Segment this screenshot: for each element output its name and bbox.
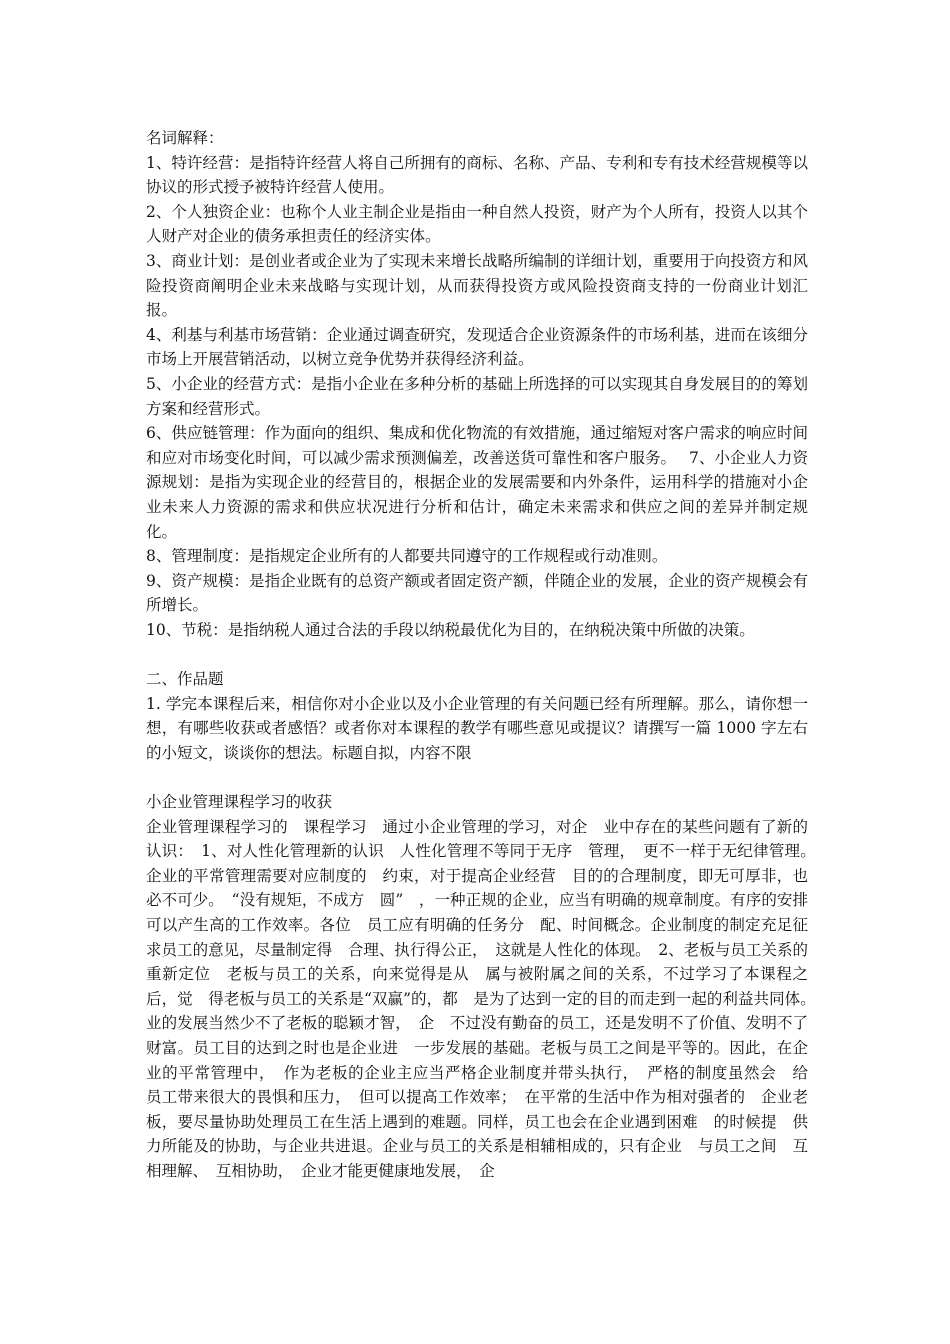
document-page <box>146 126 824 1184</box>
essay-title: 小企业管理课程学习的收获 <box>146 793 333 812</box>
section-2-question: 1. 学完本课程后来，相信你对小企业以及小企业管理的有关问题已经有所理解。那么，请你想一想，有哪些收获或者感悟？或者你对本课程的教学有哪些意见或提议？请撰写一篇 1000 字左右的小短文，谈谈你的想法。标题自拟，内容不限 <box>146 694 808 762</box>
glossary-item-3: 3、商业计划：是创业者或企业为了实现未来增长战略所编制的详细计划，重要用于向投资方和风险投资商阐明企业未来战略与实现计划，从而获得投资方或风险投资商支持的一份商业计划汇报。 <box>146 251 808 320</box>
glossary-item-10: 10、节税：是指纳税人通过合法的手段以纳税最优化为目的，在纳税决策中所做的决策。 <box>146 620 755 639</box>
glossary-item-8: 8、管理制度：是指规定企业所有的人都要共同遵守的工作规程或行动准则。 <box>146 547 668 566</box>
glossary-item-2: 2、个人独资企业：也称个人业主制企业是指由一种自然人投资，财产为个人所有，投资人以其个人财产对企业的债务承担责任的经济实体。 <box>146 202 808 246</box>
glossary-heading: 名词解释： <box>146 129 224 147</box>
glossary-item-6-7: 6、供应链管理：作为面向的组织、集成和优化物流的有效措施，通过缩短对客户需求的响应时间和应对市场变化时间，可以减少需求预测偏差，改善送货可靠性和客户服务。 7、小企业人力资源规划：是指为实现企业的经营目的，根据企业的发展需要和内外条件，运用科学的措施对小企业未来人力资源的需求和供应状况进行分析和估计，确定未来需求和供应之间的差异并制定规化。 <box>146 424 808 541</box>
paragraph-gap <box>146 642 808 667</box>
section-2-title: 二、作品题 <box>146 670 224 689</box>
essay-body: 企业管理课程学习的 课程学习 通过小企业管理的学习，对企 业中存在的某些问题有了新的认识： 1、对人性化管理新的认识 人性化管理不等同于无序 管理， 更不一样于无纪律管理。 企业的平常管理需要对应制度的 约束，对于提高企业经营 目的的合理制度，即无可厚非，也必不可少。 “没有规矩，不成方 圆” ，一种正规的企业，应当有明确的规章制度。有序的安排可以产生高的工作效率。各位 员工应有明确的任务分 配、时间概念。企业制度的制定充足征求员工的意见，尽量制定得 合理、执行得公正， 这就是人性化的体现。 2、老板与员工关系的重新定位 老板与员工的关系，向来觉得是从 属与被附属之间的关系，不过学习了本课程之后，觉 得老板与员工的关系是“双赢”的，都 是为了达到一定的目的而走到一起的利益共同体。 业的发展当然少不了老板的聪颖才智， 企 不过没有勤奋的员工，还是发明不了价值、发明不了 财富。员工目的达到之时也是企业进 一步发展的基础。老板与员工之间是平等的。因此，在企业的平常管理中， 作为老板的企业主应当严格企业制度并带头执行， 严格的制度虽然会 给 员工带来很大的畏惧和压力， 但可以提高工作效率； 在平常的生活中作为相对强者的 企业老 板，要尽量协助处理员工在生活上遇到的难题。同样，员工也会在企业遇到困难 的时候提 供力所能及的协助，与企业共进退。企业与员工的关系是相辅相成的，只有企业 与员工之间 互相理解、 互相协助， 企业才能更健康地发展， 企 <box>146 817 824 1180</box>
glossary-item-9: 9、资产规模：是指企业既有的总资产额或者固定资产额，伴随企业的发展，企业的资产规模会有所增长。 <box>146 571 808 615</box>
glossary-item-4: 4、利基与利基市场营销：企业通过调查研究，发现适合企业资源条件的市场利基，进而在该细分市场上开展营销活动，以树立竞争优势并获得经济利益。 <box>146 325 808 369</box>
glossary-item-5: 5、小企业的经营方式：是指小企业在多种分析的基础上所选择的可以实现其自身发展目的的筹划方案和经营形式。 <box>146 374 808 418</box>
glossary-item-1: 1、特许经营：是指特许经营人将自己所拥有的商标、名称、产品、专利和专有技术经营规模等以协议的形式授予被特许经营人使用。 <box>146 153 808 197</box>
paragraph-gap <box>146 765 808 790</box>
